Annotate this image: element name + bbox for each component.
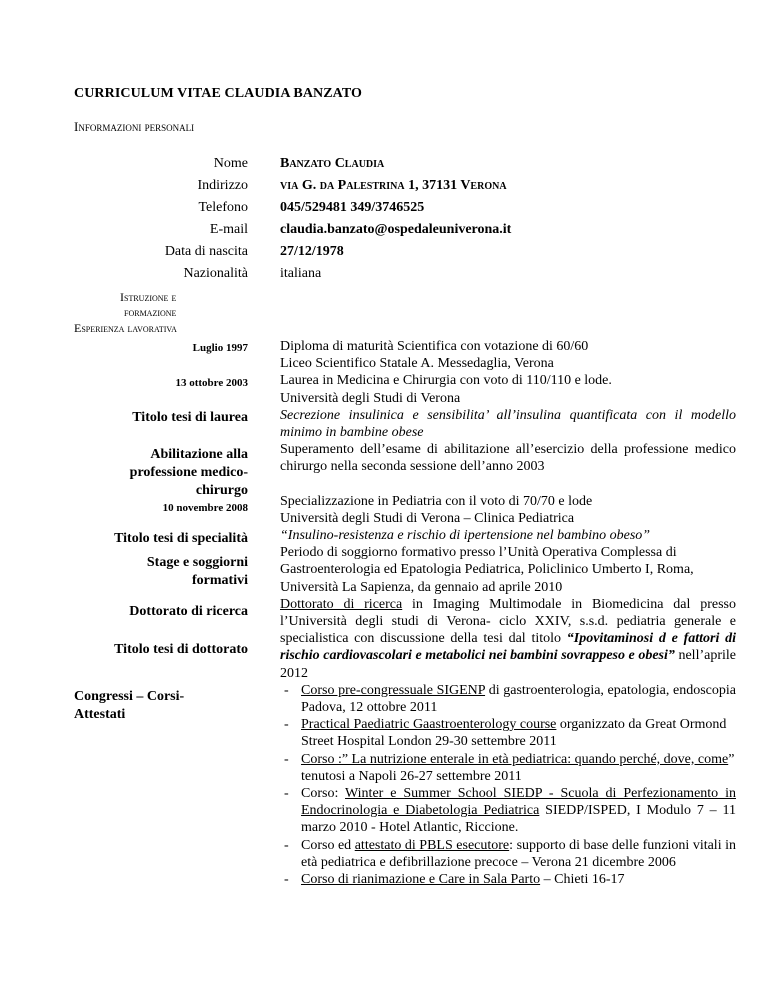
course-title: Corso di rianimazione e Care in Sala Parto xyxy=(301,872,541,888)
course-details: : supporto di base delle funzioni vitali in età pediatrica e defibrillazione precoce – Verona 21 dicembre 2006 xyxy=(301,837,736,870)
course-title: Practical Paediatric Gaastroenterology course xyxy=(301,717,557,733)
dottorato-date: nell’aprile 2012 xyxy=(280,648,736,681)
cv-content xyxy=(280,338,736,888)
section-title-education xyxy=(120,290,250,320)
label-abilitazione-line-3: chirurgo xyxy=(195,483,248,498)
tesi-specialita-text: “Insulino-resistenza e rischio di ipertensione nel bambino obeso” xyxy=(280,528,651,544)
label-abilitazione-line-1: Abilitazione alla xyxy=(150,447,248,462)
personal-info-labels xyxy=(120,153,248,285)
course-details: – Chieti 16-17 xyxy=(540,872,625,888)
label-nazionalita: Nazionalità xyxy=(183,266,248,281)
label-stage-line-2: formativi xyxy=(192,573,248,588)
spacer xyxy=(280,476,736,493)
label-telefono: Telefono xyxy=(198,200,248,215)
course-details: ” tenutosi a Napoli 26-27 settembre 2011 xyxy=(301,751,735,784)
list-item xyxy=(280,682,736,716)
label-congressi-line-1: Congressi – Corsi- xyxy=(74,689,185,704)
course-prefix: Corso ed xyxy=(301,837,355,853)
label-abilitazione-line-2: professione medico- xyxy=(129,465,248,480)
dottorato-desc: in Imaging Multimodale in Biomedicina dal presso l’Università degli studi di Verona- ciclo XXIV, s.s.d. pediatria generale e specialistica con discussione della tesi dal titolo xyxy=(280,596,736,647)
label-titolo-tesi-dottorato: Titolo tesi di dottorato xyxy=(114,642,248,657)
label-data-nascita: Data di nascita xyxy=(164,244,248,259)
course-details: SIEDP/ISPED, I Modulo 7 – 11 marzo 2010 - Hotel Atlantic, Riccione. xyxy=(301,803,737,836)
label-email: E-mail xyxy=(209,222,248,237)
label-nome: Nome xyxy=(213,156,248,171)
label-indirizzo: Indirizzo xyxy=(197,178,248,193)
laurea-line-2: Università degli Studi di Verona xyxy=(280,390,461,406)
tesi-laurea-text: Secrezione insulinica e sensibilita’ all’insulina quantificata con il modello minimo in bambine obese xyxy=(280,407,736,441)
specializzazione-line-1: Specializzazione in Pediatria con il voto di 70/70 e lode xyxy=(280,493,593,509)
label-congressi xyxy=(74,688,184,724)
value-nazionalita: italiana xyxy=(280,266,322,281)
value-nome: Banzato Claudia xyxy=(280,156,385,171)
stage-text: Periodo di soggiorno formativo presso l’Unità Operativa Complessa di Gastroenterologia ed Epatologia Pediatrica, Policlinico Umberto I, Roma, Università La Sapienza, da gennaio ad aprile 2010 xyxy=(280,545,694,595)
label-luglio-1997: Luglio 1997 xyxy=(192,342,248,354)
value-indirizzo: via G. da Palestrina 1, 37131 Verona xyxy=(280,178,507,193)
document-title: CURRICULUM VITAE CLAUDIA BANZATO xyxy=(74,86,363,101)
tesi-laurea xyxy=(280,407,736,441)
maturita-line-1: Diploma di maturità Scientifica con votazione di 60/60 xyxy=(280,339,589,354)
label-abilitazione xyxy=(130,446,248,500)
list-item xyxy=(280,751,736,785)
list-item xyxy=(280,871,736,888)
label-congressi-line-2: Attestati xyxy=(74,707,126,722)
course-details: di gastroenterologia, epatologia, endoscopia Padova, 12 ottobre 2011 xyxy=(301,682,736,716)
course-title: Corso :” La nutrizione enterale in età pediatrica: quando perché, dove, come xyxy=(301,751,729,767)
list-item xyxy=(280,716,736,750)
dottorato-text xyxy=(280,596,736,682)
course-details: organizzato da Great Ormond Street Hospital London 29-30 settembre 2011 xyxy=(301,717,727,750)
course-title: Winter e Summer School SIEDP - Scuola di Perfezionamento in Endocrinologia e Diabetologia Pediatrica xyxy=(301,786,736,819)
laurea-line-1: Laurea in Medicina e Chirurgia con voto di 110/110 e lode. xyxy=(280,373,612,389)
course-prefix: Corso: xyxy=(301,786,346,802)
dottorato-link: Dottorato di ricerca xyxy=(280,596,403,612)
label-titolo-tesi-specialita: Titolo tesi di specialità xyxy=(114,531,248,546)
education-title-line-1: Istruzione e xyxy=(120,290,177,304)
list-item xyxy=(280,785,736,837)
maturita-line-2: Liceo Scientifico Statale A. Messedaglia, Verona xyxy=(280,356,554,372)
education-title-line-2: formazione xyxy=(124,305,177,319)
label-titolo-tesi-laurea: Titolo tesi di laurea xyxy=(132,410,248,425)
courses-list xyxy=(280,682,736,888)
course-title: attestato di PBLS esecutore xyxy=(354,837,510,853)
label-stage xyxy=(147,554,248,590)
abilitazione: Superamento dell’esame di abilitazione all’esercizio della professione medico chirurgo nella seconda sessione dell’anno 2003 xyxy=(280,442,736,475)
section-title-personal-info: Informazioni personali xyxy=(74,119,195,134)
label-stage-line-1: Stage e soggiorni xyxy=(146,555,248,570)
value-data-nascita: 27/12/1978 xyxy=(280,244,344,259)
label-13-ottobre-2003: 13 ottobre 2003 xyxy=(175,377,248,389)
course-title: Corso pre-congressuale SIGENP xyxy=(301,682,486,698)
list-item xyxy=(280,837,736,871)
tesi-specialita xyxy=(280,527,736,544)
value-email: claudia.banzato@ospedaleuniverona.it xyxy=(280,222,512,237)
section-title-experience: Esperienza lavorativa xyxy=(74,321,177,335)
tesi-dottorato-title: “Ipovitaminosi d e fattori di rischio cardiovascolari e metabolici nei bambini sovrappeso e obesi” xyxy=(280,631,736,664)
label-dottorato: Dottorato di ricerca xyxy=(129,604,248,619)
value-telefono: 045/529481 349/3746525 xyxy=(280,200,425,215)
personal-info-values xyxy=(280,153,511,285)
specializzazione-line-2: Università degli Studi di Verona – Clinica Pediatrica xyxy=(280,510,575,526)
label-10-novembre-2008: 10 novembre 2008 xyxy=(162,502,248,514)
